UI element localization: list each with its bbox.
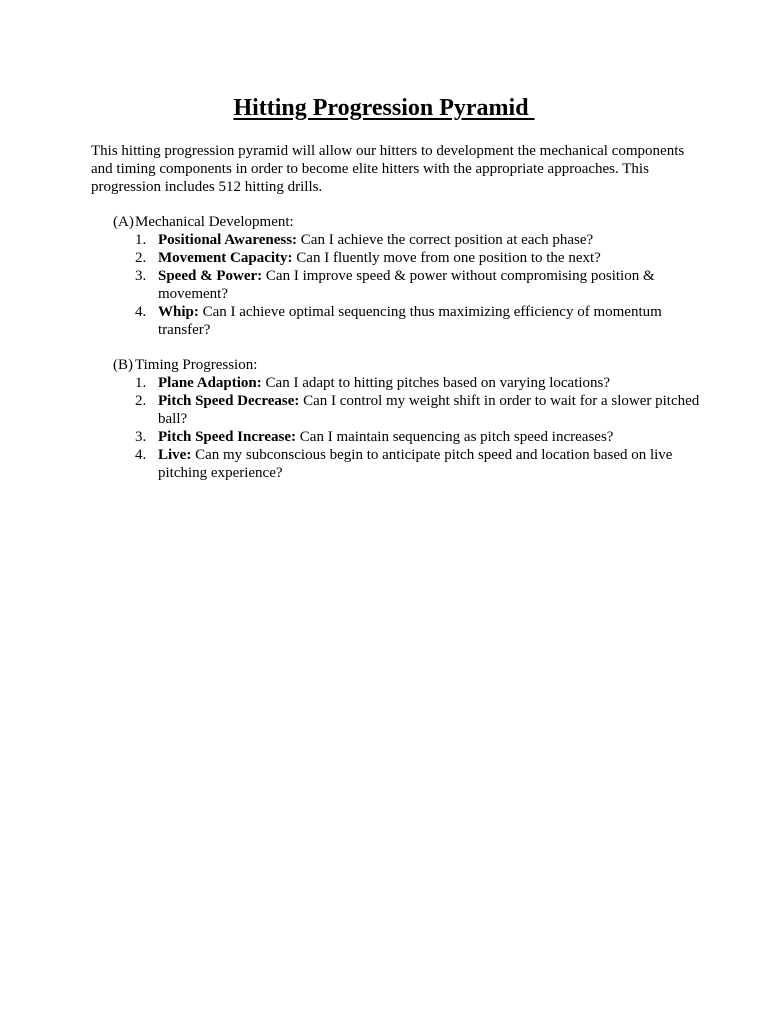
item-text: Can I improve speed & power without compromising position & movement? [158, 268, 655, 302]
item-text: Can I achieve the correct position at each phase? [297, 232, 594, 248]
item-number: 2. [135, 250, 147, 266]
list-item [113, 267, 703, 303]
section-letter: (B) [113, 357, 133, 373]
list-item [113, 374, 703, 392]
item-text: Can I adapt to hitting pitches based on varying locations? [261, 375, 611, 391]
section-heading-text: Mechanical Development: [135, 214, 294, 230]
item-text: Can my subconscious begin to anticipate pitch speed and location based on live pitching experience? [158, 447, 673, 481]
item-number: 4. [135, 447, 147, 463]
section-heading [113, 356, 703, 374]
section-letter: (A) [113, 214, 134, 230]
item-number: 4. [135, 304, 147, 320]
list-item [113, 428, 703, 446]
item-term: Speed & Power: [158, 268, 263, 284]
item-number: 3. [135, 268, 147, 284]
item-term: Whip: [158, 304, 199, 320]
section-item-list [113, 231, 703, 339]
item-number: 2. [135, 393, 147, 409]
item-text: Can I achieve optimal sequencing thus maximizing efficiency of momentum transfer? [158, 304, 662, 338]
item-term: Plane Adaption: [158, 375, 262, 391]
item-number: 1. [135, 232, 147, 248]
page-title: Hitting Progression Pyramid [233, 95, 535, 121]
list-item [113, 392, 703, 428]
section-timing-progression [113, 356, 703, 482]
section-item-list [113, 374, 703, 482]
section-heading [113, 213, 703, 231]
list-item [113, 303, 703, 339]
item-text: Can I fluently move from one position to the next? [292, 250, 601, 266]
item-text: Can I control my weight shift in order to wait for a slower pitched ball? [158, 393, 700, 427]
intro-paragraph: This hitting progression pyramid will allow our hitters to development the mechanical components and timing components in order to become elite hitters with the appropriate approaches. This progression includes 512 hitting drills. [91, 143, 685, 195]
list-item [113, 231, 703, 249]
section-heading-text: Timing Progression: [135, 357, 258, 373]
item-number: 3. [135, 429, 147, 445]
item-term: Pitch Speed Increase: [158, 429, 297, 445]
list-item [113, 446, 703, 482]
item-number: 1. [135, 375, 147, 391]
item-term: Pitch Speed Decrease: [158, 393, 300, 409]
item-term: Live: [158, 447, 192, 463]
list-item [113, 249, 703, 267]
item-term: Positional Awareness: [158, 232, 298, 248]
item-term: Movement Capacity: [158, 250, 293, 266]
item-text: Can I maintain sequencing as pitch speed increases? [296, 429, 614, 445]
section-mechanical-development [113, 213, 703, 339]
